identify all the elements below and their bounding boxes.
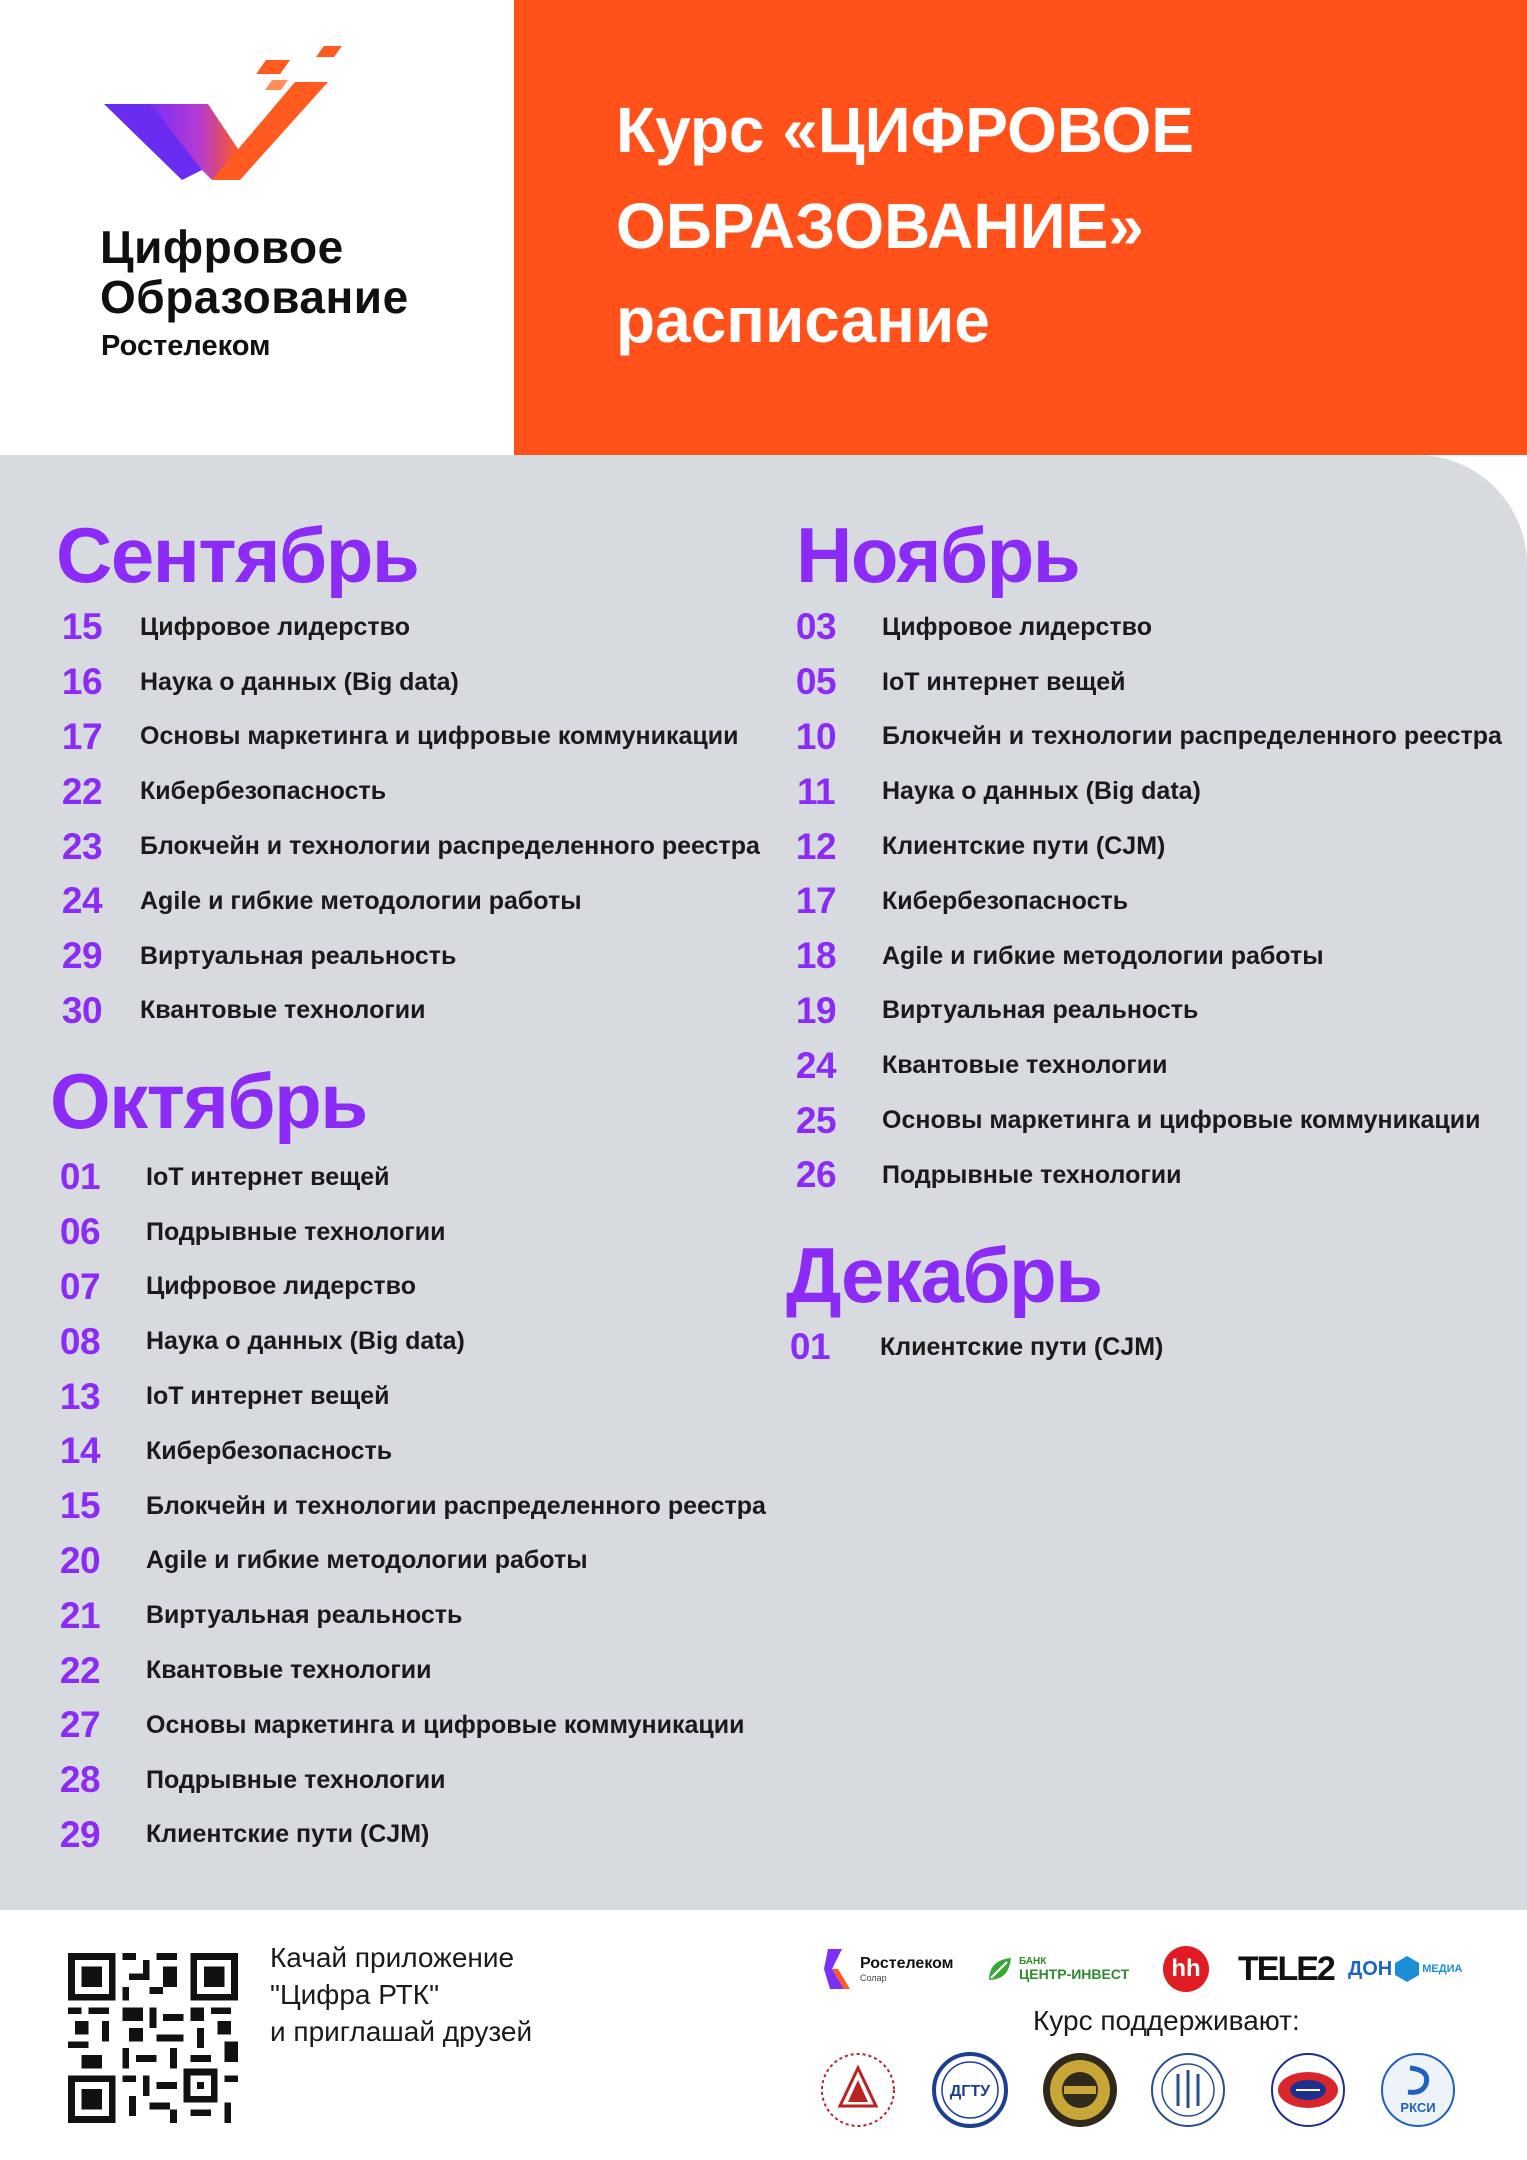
schedule-course: Подрывные технологии (146, 1765, 446, 1794)
support-label: Курс поддерживают: (1033, 2005, 1300, 2036)
sponsor-tele2-logo (1238, 1945, 1334, 1993)
schedule-course: Блокчейн и технологии распределенного реестра (882, 722, 1502, 751)
schedule-day: 15 (61, 606, 103, 648)
schedule-row (48, 710, 739, 765)
schedule-row (782, 929, 1324, 984)
schedule-day: 06 (59, 1211, 101, 1253)
brand-name-line2: Образование (100, 271, 409, 323)
partner-rksi-label: РКСИ (1400, 2100, 1436, 2115)
schedule-row (46, 1643, 432, 1698)
sponsor-don-text: ДОН (1348, 1957, 1393, 1980)
schedule-course: Основы маркетинга и цифровые коммуникации (146, 1710, 745, 1739)
schedule-row (46, 1369, 390, 1424)
schedule-course: Виртуальная реальность (882, 996, 1199, 1025)
schedule-course: IoT интернет вещей (146, 1382, 390, 1411)
schedule-day: 08 (59, 1320, 101, 1362)
partner-institute-seal-icon (1268, 2050, 1348, 2130)
header-brand-area (0, 0, 514, 455)
schedule-row (776, 1320, 1164, 1375)
rostelecom-icon (822, 1947, 854, 1991)
brand-subtitle: Ростелеком (101, 330, 271, 362)
schedule-row (782, 764, 1201, 819)
schedule-course: Клиентские пути (CJM) (146, 1820, 430, 1849)
november-schedule-list (782, 600, 1502, 1203)
schedule-row (48, 655, 459, 710)
sponsor-hh-logo (1163, 1945, 1209, 1993)
schedule-row (46, 1314, 465, 1369)
schedule-course: Подрывные технологии (882, 1160, 1182, 1189)
schedule-course: Цифровое лидерство (882, 612, 1152, 641)
sponsor-rostelecom-logo (822, 1945, 954, 1993)
schedule-row (48, 819, 760, 874)
schedule-row (46, 1698, 745, 1753)
schedule-course: Квантовые технологии (882, 1051, 1168, 1080)
schedule-course: Основы маркетинга и цифровые коммуникации (140, 722, 739, 751)
schedule-day: 23 (61, 825, 103, 867)
october-schedule-list (46, 1150, 766, 1862)
schedule-day: 26 (795, 1154, 837, 1196)
schedule-day: 22 (61, 770, 103, 812)
app-promo-line3: и приглашай друзей (270, 2016, 533, 2047)
schedule-course: IoT интернет вещей (146, 1162, 390, 1191)
schedule-day: 03 (795, 606, 837, 648)
month-title-november: Ноябрь (796, 511, 1080, 599)
schedule-day: 07 (59, 1265, 101, 1307)
schedule-row (46, 1534, 588, 1589)
sponsor-rostelecom-sub: Солар (860, 1972, 887, 1983)
partner-rksi-seal-icon (1378, 2050, 1458, 2130)
schedule-row (782, 1038, 1168, 1093)
schedule-row (46, 1260, 416, 1315)
schedule-row (782, 984, 1199, 1039)
schedule-course: Цифровое лидерство (140, 612, 410, 641)
schedule-course: Квантовые технологии (140, 996, 426, 1025)
sponsor-rostelecom-name: Ростелеком (860, 1954, 954, 1972)
page-title-line2: ОБРАЗОВАНИЕ» (616, 190, 1144, 262)
app-promo-line2: "Цифра РТК" (270, 1979, 440, 2010)
partner-university-seal-icon (818, 2050, 898, 2130)
schedule-day: 05 (795, 661, 837, 703)
sponsor-bank-logo (985, 1945, 1129, 1993)
schedule-row (782, 710, 1502, 765)
schedule-row (46, 1588, 463, 1643)
sponsor-bank-name: ЦЕНТР-ИНВЕСТ (1019, 1966, 1130, 1982)
page-title-line3: расписание (616, 284, 990, 356)
schedule-course: Agile и гибкие методологии работы (882, 941, 1324, 970)
month-title-december: Декабрь (786, 1231, 1102, 1319)
sponsor-don-media-logo (1348, 1945, 1462, 1993)
schedule-row (46, 1150, 390, 1205)
schedule-day: 13 (59, 1375, 101, 1417)
schedule-course: Основы маркетинга и цифровые коммуникации (882, 1106, 1481, 1135)
schedule-row (782, 600, 1152, 655)
schedule-row (46, 1808, 430, 1863)
brand-name-line1: Цифровое (100, 221, 344, 273)
schedule-day: 18 (795, 935, 837, 977)
schedule-course: Наука о данных (Big data) (146, 1327, 465, 1356)
month-title-september: Сентябрь (56, 511, 419, 599)
schedule-day: 01 (59, 1156, 101, 1198)
schedule-day: 19 (795, 989, 837, 1031)
schedule-row (46, 1479, 766, 1534)
schedule-row (782, 819, 1166, 874)
schedule-course: IoT интернет вещей (882, 667, 1126, 696)
schedule-course: Клиентские пути (CJM) (880, 1332, 1164, 1361)
schedule-day: 22 (59, 1649, 101, 1691)
schedule-row (48, 874, 582, 929)
schedule-day: 21 (59, 1594, 101, 1636)
schedule-row (46, 1205, 446, 1260)
schedule-row (48, 984, 426, 1039)
schedule-day: 20 (59, 1539, 101, 1581)
september-schedule-list (48, 600, 760, 1038)
qr-code-icon[interactable] (68, 1953, 238, 2123)
schedule-course: Виртуальная реальность (140, 941, 457, 970)
sponsor-don-media-text: МЕДИА (1422, 1963, 1463, 1975)
schedule-row (782, 874, 1129, 929)
schedule-day: 15 (59, 1485, 101, 1527)
partner-college-seal-icon (1040, 2050, 1120, 2130)
schedule-course: Блокчейн и технологии распределенного реестра (146, 1491, 766, 1520)
schedule-day: 28 (59, 1759, 101, 1801)
schedule-row (48, 764, 387, 819)
schedule-day: 30 (61, 989, 103, 1031)
partner-dgtu-seal-icon (930, 2050, 1010, 2130)
december-schedule-list (776, 1320, 1164, 1375)
page-title-line1: Курс «ЦИФРОВОЕ (616, 94, 1194, 166)
bank-leaf-icon (985, 1954, 1015, 1984)
schedule-row (782, 655, 1126, 710)
schedule-day: 14 (59, 1430, 101, 1472)
schedule-row (46, 1753, 446, 1808)
sponsor-bank-top: БАНК (1019, 1956, 1047, 1967)
schedule-day: 16 (61, 661, 103, 703)
schedule-course: Подрывные технологии (146, 1217, 446, 1246)
schedule-course: Клиентские пути (CJM) (882, 832, 1166, 861)
schedule-day: 01 (789, 1326, 831, 1368)
partner-academy-seal-icon (1148, 2050, 1228, 2130)
schedule-course: Agile и гибкие методологии работы (146, 1546, 588, 1575)
partner-dgtu-label: ДГТУ (949, 2083, 991, 2100)
schedule-course: Цифровое лидерство (146, 1272, 416, 1301)
schedule-day: 29 (59, 1813, 101, 1855)
schedule-row (782, 1148, 1182, 1203)
hexagon-icon (1394, 1955, 1420, 1983)
schedule-day: 17 (61, 715, 103, 757)
schedule-course: Наука о данных (Big data) (140, 667, 459, 696)
month-title-october: Октябрь (50, 1057, 367, 1145)
schedule-day: 24 (61, 880, 103, 922)
schedule-course: Квантовые технологии (146, 1656, 432, 1685)
schedule-course: Agile и гибкие методологии работы (140, 886, 582, 915)
schedule-day: 10 (795, 715, 837, 757)
app-promo-line1: Качай приложение (270, 1942, 515, 1973)
schedule-day: 25 (795, 1099, 837, 1141)
sponsor-tele2-text: TELE2 (1238, 1949, 1334, 1988)
schedule-course: Кибербезопасность (146, 1436, 393, 1465)
schedule-day: 27 (59, 1704, 101, 1746)
schedule-course: Блокчейн и технологии распределенного реестра (140, 832, 760, 861)
schedule-course: Наука о данных (Big data) (882, 777, 1201, 806)
schedule-day: 12 (795, 825, 837, 867)
schedule-day: 29 (61, 935, 103, 977)
schedule-day: 24 (795, 1044, 837, 1086)
schedule-row (48, 929, 457, 984)
schedule-row (782, 1093, 1481, 1148)
schedule-course: Кибербезопасность (882, 886, 1129, 915)
schedule-day: 17 (795, 880, 837, 922)
schedule-row (48, 600, 410, 655)
schedule-day: 11 (796, 770, 836, 812)
schedule-course: Кибербезопасность (140, 777, 387, 806)
schedule-row (46, 1424, 393, 1479)
digital-education-logo-icon (90, 40, 370, 200)
sponsor-hh-text: hh (1163, 1946, 1209, 1992)
schedule-course: Виртуальная реальность (146, 1601, 463, 1630)
